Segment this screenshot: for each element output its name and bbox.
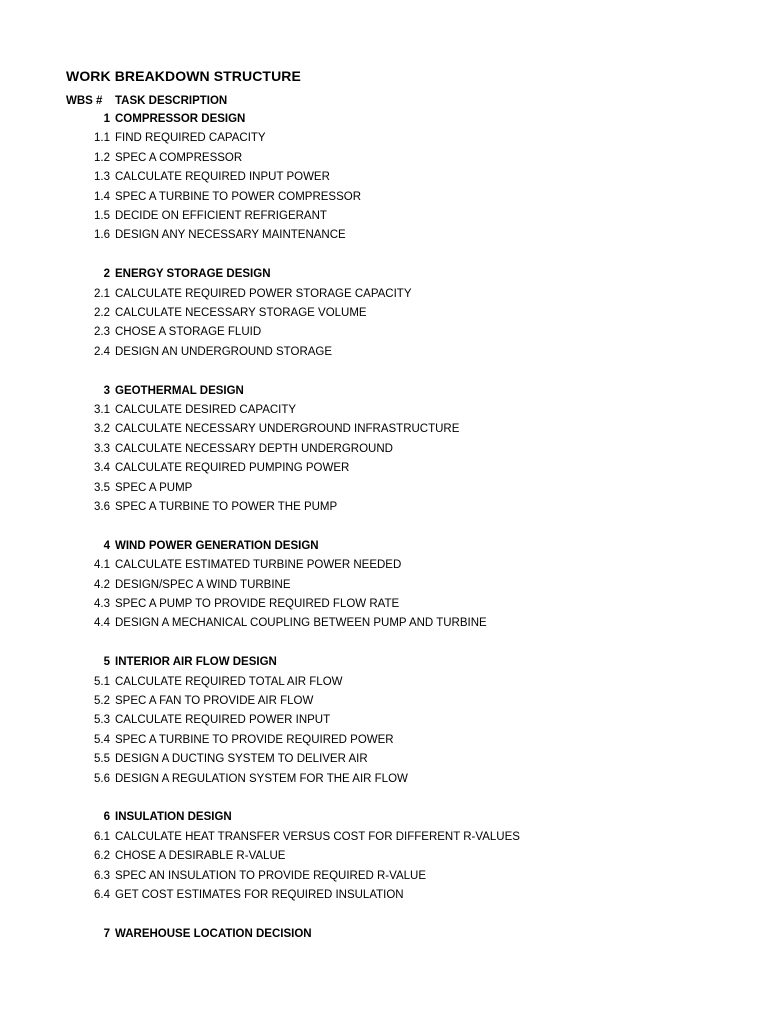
wbs-number: 5.4: [94, 733, 110, 746]
task-row: [0, 886, 768, 904]
task-row: [0, 576, 768, 594]
task-description: INTERIOR AIR FLOW DESIGN: [115, 656, 277, 669]
task-description: DECIDE ON EFFICIENT REFRIGERANT: [115, 210, 327, 222]
wbs-number: 6.2: [94, 850, 110, 863]
task-row: [0, 692, 768, 710]
wbs-number: 3.4: [94, 462, 110, 475]
wbs-number: 1.3: [94, 171, 110, 184]
task-description: SPEC A FAN TO PROVIDE AIR FLOW: [115, 695, 314, 707]
wbs-number: 1: [103, 113, 110, 125]
task-row: [0, 731, 768, 749]
wbs-number: 3.3: [94, 442, 110, 455]
task-description: DESIGN A MECHANICAL COUPLING BETWEEN PUMP AND TURBINE: [115, 617, 487, 630]
task-description: DESIGN A REGULATION SYSTEM FOR THE AIR FLOW: [115, 772, 408, 785]
wbs-number: 2.1: [94, 287, 110, 300]
task-row: [0, 129, 768, 147]
wbs-number: 3.6: [94, 501, 110, 513]
task-description: CALCULATE REQUIRED TOTAL AIR FLOW: [115, 675, 343, 688]
task-description: COMPRESSOR DESIGN: [115, 113, 246, 125]
task-description: CALCULATE REQUIRED POWER INPUT: [115, 714, 331, 727]
task-description: FIND REQUIRED CAPACITY: [115, 132, 266, 145]
task-row: [0, 459, 768, 477]
task-description: SPEC A PUMP: [115, 481, 193, 494]
wbs-number: 3.1: [94, 404, 110, 416]
task-row: [0, 750, 768, 768]
wbs-number: 5.1: [94, 675, 110, 688]
task-description: SPEC A COMPRESSOR: [115, 151, 243, 164]
task-row: [0, 847, 768, 865]
wbs-number: 2.2: [94, 307, 110, 319]
task-description: SPEC AN INSULATION TO PROVIDE REQUIRED R-VALUE: [115, 869, 426, 882]
task-description: CALCULATE REQUIRED POWER STORAGE CAPACITY: [115, 287, 412, 300]
wbs-number: 5.5: [94, 753, 110, 766]
task-row: [0, 595, 768, 613]
wbs-number: 6.3: [94, 869, 110, 882]
task-description: CALCULATE NECESSARY UNDERGROUND INFRASTRUCTURE: [115, 423, 460, 436]
task-description: WIND POWER GENERATION DESIGN: [115, 539, 319, 552]
task-row: [0, 149, 768, 167]
wbs-number: 2.3: [94, 326, 110, 339]
task-description: DESIGN AN UNDERGROUND STORAGE: [115, 345, 333, 358]
section-row: [0, 808, 768, 826]
section-row: [0, 265, 768, 283]
wbs-number: 2: [103, 268, 110, 281]
task-description: DESIGN A DUCTING SYSTEM TO DELIVER AIR: [115, 753, 368, 766]
task-row: [0, 401, 768, 419]
task-row: [0, 168, 768, 186]
task-row: [0, 770, 768, 788]
task-row: [0, 828, 768, 846]
task-description: DESIGN/SPEC A WIND TURBINE: [115, 578, 291, 591]
wbs-number: 4: [103, 539, 110, 552]
task-description: GEOTHERMAL DESIGN: [115, 384, 244, 397]
wbs-number: 5.2: [94, 695, 110, 707]
wbs-number: 1.1: [94, 132, 110, 145]
wbs-number: 4.4: [94, 617, 110, 630]
task-row: [0, 614, 768, 632]
task-description: CALCULATE REQUIRED INPUT POWER: [115, 171, 330, 184]
task-row: [0, 420, 768, 438]
wbs-number: 3.2: [94, 423, 110, 436]
page-title: WORK BREAKDOWN STRUCTURE: [66, 68, 301, 84]
wbs-number: 1.4: [94, 190, 110, 203]
task-description: CHOSE A STORAGE FLUID: [115, 326, 262, 339]
task-row: [0, 673, 768, 691]
section-row: [0, 110, 768, 128]
task-column-header: TASK DESCRIPTION: [115, 95, 228, 107]
task-description: SPEC A TURBINE TO POWER THE PUMP: [115, 501, 338, 513]
task-description: SPEC A TURBINE TO POWER COMPRESSOR: [115, 190, 362, 203]
task-description: INSULATION DESIGN: [115, 811, 232, 824]
task-row: [0, 440, 768, 458]
wbs-number: 7: [103, 927, 110, 940]
wbs-number: 2.4: [94, 345, 110, 358]
section-row: [0, 537, 768, 555]
wbs-number: 4.3: [94, 598, 110, 610]
wbs-number: 5.6: [94, 772, 110, 785]
section-row: [0, 653, 768, 671]
section-row: [0, 382, 768, 400]
wbs-number: 3.5: [94, 481, 110, 494]
wbs-number: 6.1: [94, 830, 110, 843]
task-description: WAREHOUSE LOCATION DECISION: [115, 927, 312, 940]
task-row: [0, 343, 768, 361]
task-row: [0, 556, 768, 574]
task-row: [0, 188, 768, 206]
wbs-number: 1.2: [94, 151, 110, 164]
wbs-number: 1.6: [94, 229, 110, 242]
wbs-number: 6: [103, 811, 110, 824]
wbs-number: 4.2: [94, 578, 110, 591]
task-description: GET COST ESTIMATES FOR REQUIRED INSULATION: [115, 889, 404, 901]
wbs-number: 4.1: [94, 559, 110, 572]
wbs-number: 5: [103, 656, 110, 669]
task-row: [0, 323, 768, 341]
task-row: [0, 304, 768, 322]
wbs-column-header: WBS #: [66, 95, 103, 107]
wbs-number: 3: [103, 384, 110, 397]
task-row: [0, 207, 768, 225]
task-description: DESIGN ANY NECESSARY MAINTENANCE: [115, 229, 346, 242]
wbs-number: 6.4: [94, 889, 110, 901]
task-description: ENERGY STORAGE DESIGN: [115, 268, 271, 281]
task-row: [0, 498, 768, 516]
task-description: CALCULATE REQUIRED PUMPING POWER: [115, 462, 350, 475]
task-row: [0, 711, 768, 729]
task-row: [0, 479, 768, 497]
task-description: CALCULATE NECESSARY STORAGE VOLUME: [115, 307, 367, 319]
wbs-number: 5.3: [94, 714, 110, 727]
task-description: CALCULATE ESTIMATED TURBINE POWER NEEDED: [115, 559, 402, 572]
task-row: [0, 226, 768, 244]
section-row: [0, 925, 768, 943]
task-description: SPEC A PUMP TO PROVIDE REQUIRED FLOW RATE: [115, 598, 400, 610]
task-description: CHOSE A DESIRABLE R-VALUE: [115, 850, 286, 863]
task-description: CALCULATE DESIRED CAPACITY: [115, 404, 297, 416]
task-row: [0, 285, 768, 303]
task-description: CALCULATE NECESSARY DEPTH UNDERGROUND: [115, 442, 393, 455]
task-description: SPEC A TURBINE TO PROVIDE REQUIRED POWER: [115, 733, 394, 746]
task-description: CALCULATE HEAT TRANSFER VERSUS COST FOR DIFFERENT R-VALUES: [115, 830, 520, 843]
task-row: [0, 867, 768, 885]
wbs-number: 1.5: [94, 210, 110, 222]
